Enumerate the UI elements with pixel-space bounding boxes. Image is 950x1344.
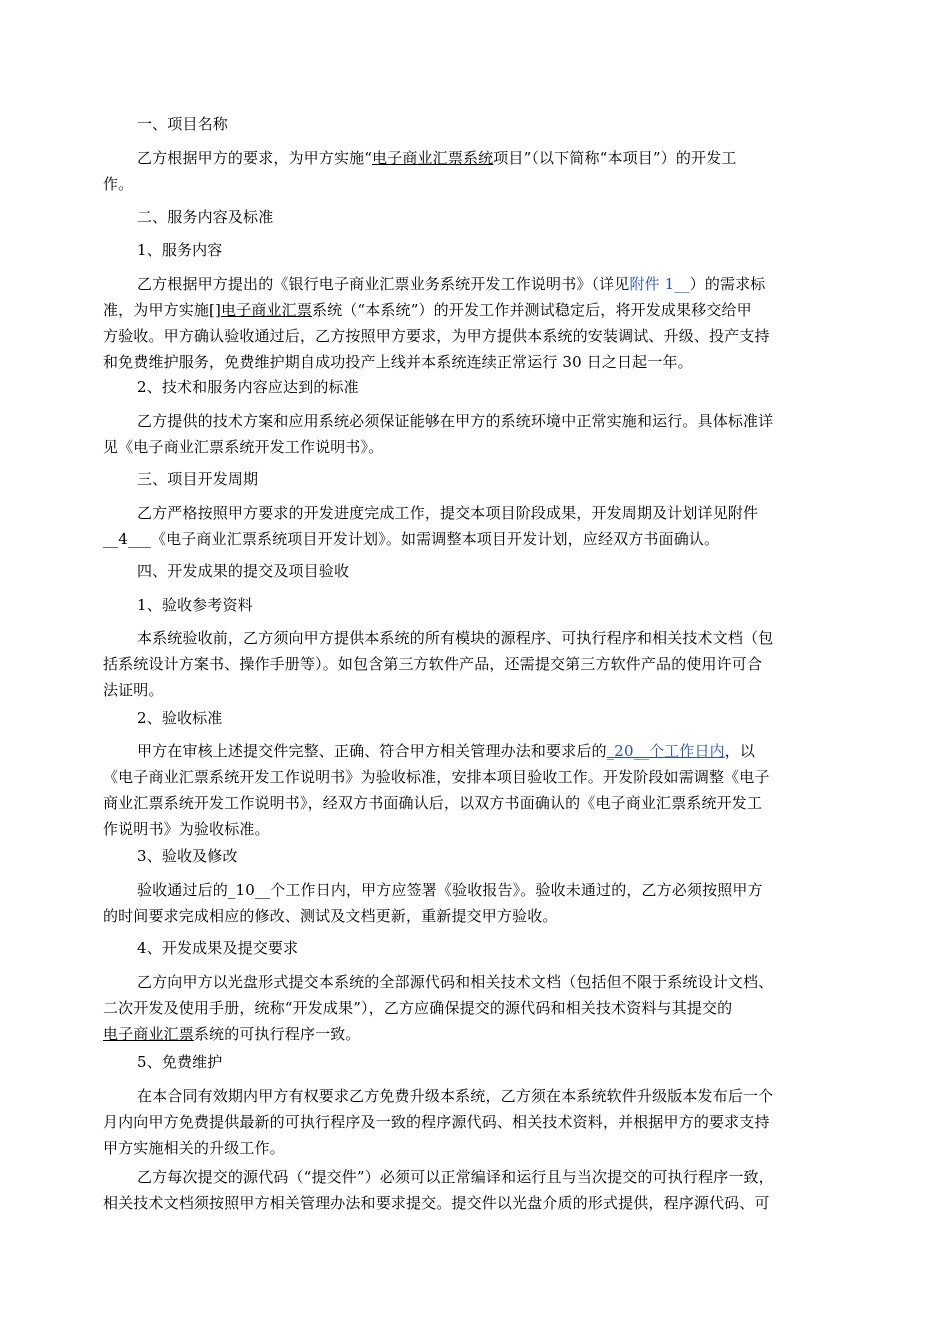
paragraph-line: 乙方向甲方以光盘形式提交本系统的全部源代码和相关技术文档（包括但不限于系统设计文档、: [137, 973, 774, 991]
section-heading: 三、项目开发周期: [137, 470, 259, 488]
paragraph-line: 在本合同有效期内甲方有权要求乙方免费升级本系统，乙方须在本系统软件升级版本发布后一个: [137, 1087, 774, 1105]
subsection-heading: 2、验收标准: [137, 709, 223, 727]
paragraph-line: 作。: [103, 175, 134, 193]
paragraph-line: 和免费维护服务，免费维护期自成功投产上线并本系统连续正常运行 30 日之日起一年。: [103, 353, 693, 371]
paragraph-line: __4___《电子商业汇票系统项目开发计划》。如需调整本项目开发计划，应经双方书面确认。: [103, 530, 720, 548]
section-heading: 一、项目名称: [137, 115, 228, 133]
paragraph-line: 作说明书》为验收标准。: [103, 820, 270, 838]
subsection-heading: 1、服务内容: [137, 241, 223, 259]
section-heading: 四、开发成果的提交及项目验收: [137, 562, 350, 580]
subsection-heading: 5、免费维护: [137, 1053, 223, 1071]
paragraph-line: 乙方严格按照甲方要求的开发进度完成工作，提交本项目阶段成果，开发周期及计划详见附件: [137, 504, 759, 522]
paragraph-line: 本系统验收前，乙方须向甲方提供本系统的所有模块的源程序、可执行程序和相关技术文档（包: [137, 629, 774, 647]
paragraph-line: 验收通过后的_10__个工作日内，甲方应签署《验收报告》。验收未通过的，乙方必须按照甲方: [137, 881, 763, 899]
subsection-heading: 1、验收参考资料: [137, 596, 253, 614]
paragraph-line: 甲方实施相关的升级工作。: [103, 1139, 285, 1157]
paragraph-line: 《电子商业汇票系统开发工作说明书》为验收标准，安排本项目验收工作。开发阶段如需调整《电子: [103, 768, 770, 786]
underlined-term: 电子商业汇票: [221, 301, 312, 319]
paragraph-line: 方验收。甲方确认验收通过后，乙方按照甲方要求，为甲方提供本系统的安装调试、升级、投产支持: [103, 327, 770, 345]
paragraph-line: 见《电子商业汇票系统开发工作说明书》。: [103, 438, 384, 456]
paragraph-line: 乙方根据甲方提出的《银行电子商业汇票业务系统开发工作说明书》（详见附件 1__）的需求标: [137, 275, 766, 293]
acceptance-period: _20__个工作日内: [606, 742, 725, 760]
paragraph-line: 甲方在审核上述提交件完整、正确、符合甲方相关管理办法和要求后的_20__个工作日内，以: [137, 742, 756, 760]
paragraph-line: 法证明。: [103, 681, 164, 699]
paragraph-line: 相关技术文档须按照甲方相关管理办法和要求提交。提交件以光盘介质的形式提供，程序源代码、可: [103, 1194, 770, 1212]
underlined-term: 电子商业汇票系统: [372, 149, 494, 167]
paragraph-line: 的时间要求完成相应的修改、测试及文档更新，重新提交甲方验收。: [103, 907, 558, 925]
attachment-reference: 附件 1__: [629, 275, 690, 293]
paragraph-line: 准，为甲方实施[]电子商业汇票系统（“本系统”）的开发工作并测试稳定后，将开发成果移交给甲: [103, 301, 752, 319]
paragraph-line: 乙方根据甲方的要求，为甲方实施“电子商业汇票系统项目”（以下简称“本项目”）的开发工: [137, 149, 737, 167]
paragraph-line: 商业汇票系统开发工作说明书》，经双方书面确认后，以双方书面确认的《电子商业汇票系统开发工: [103, 794, 763, 812]
paragraph-line: 乙方提供的技术方案和应用系统必须保证能够在甲方的系统环境中正常实施和运行。具体标准详: [137, 412, 774, 430]
section-heading: 二、服务内容及标准: [137, 208, 274, 226]
subsection-heading: 3、验收及修改: [137, 847, 238, 865]
paragraph-line: 月内向甲方免费提供最新的可执行程序及一致的程序源代码、相关技术资料，并根据甲方的要求支持: [103, 1113, 770, 1131]
paragraph-line: 电子商业汇票系统的可执行程序一致。: [103, 1025, 361, 1043]
paragraph-line: 括系统设计方案书、操作手册等）。如包含第三方软件产品，还需提交第三方软件产品的使用许可合: [103, 655, 763, 673]
paragraph-line: 乙方每次提交的源代码（“提交件”）必须可以正常编译和运行且与当次提交的可执行程序一致，: [137, 1168, 774, 1186]
paragraph-line: 二次开发及使用手册，统称“开发成果”），乙方应确保提交的源代码和相关技术资料与其提交的: [103, 999, 733, 1017]
underlined-term: 电子商业汇票: [103, 1025, 194, 1043]
subsection-heading: 2、技术和服务内容应达到的标准: [137, 378, 359, 396]
subsection-heading: 4、开发成果及提交要求: [137, 939, 299, 957]
